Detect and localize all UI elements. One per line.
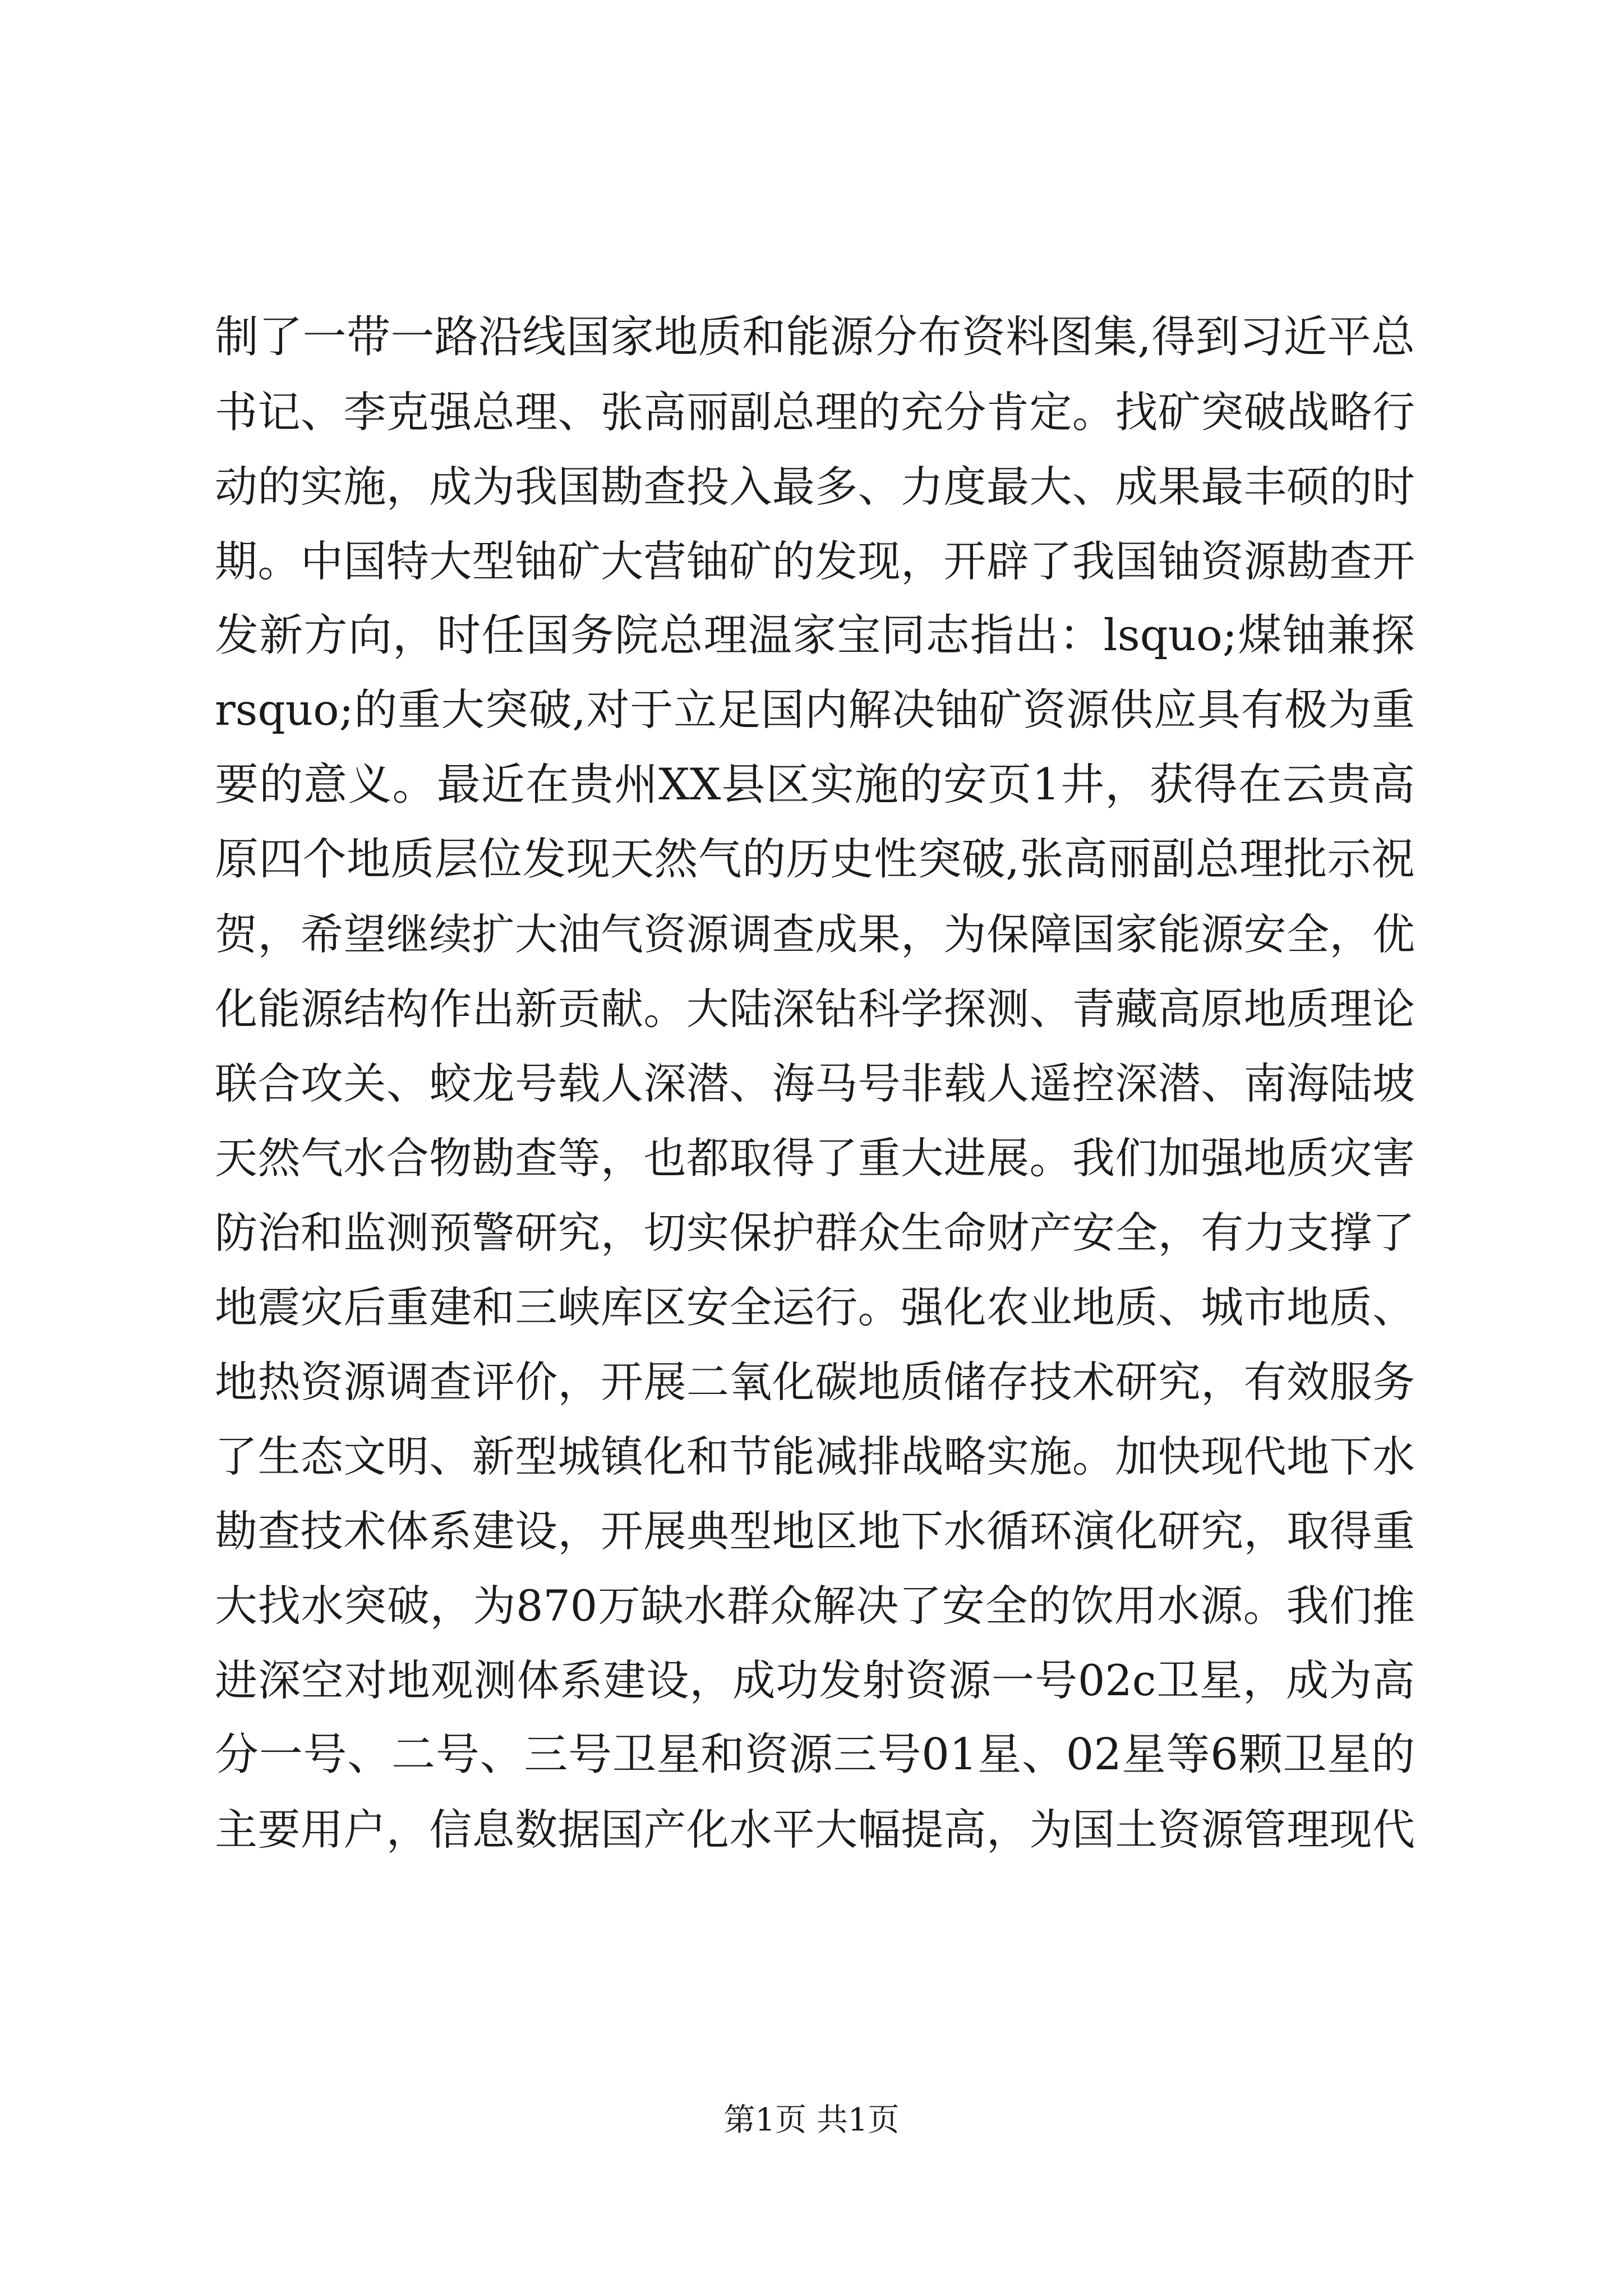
- text-line: rsquo;的重大突破,对于立足国内解决铀矿资源供应具有极为重: [215, 685, 1415, 735]
- text-line: 了生态文明、新型城镇化和节能减排战略实施。加快现代地下水: [215, 1432, 1415, 1481]
- page-number-label: 第1页 共1页: [723, 2102, 900, 2138]
- text-line: 分一号、二号、三号卫星和资源三号01星、02星等6颗卫星的: [215, 1729, 1415, 1780]
- text-line: 大找水突破，为870万缺水群众解决了安全的饮用水源。我们推: [215, 1581, 1415, 1631]
- text-line: 联合攻关、蛟龙号载人深潜、海马号非载人遥控深潜、南海陆坡: [215, 1059, 1415, 1108]
- text-line: 地热资源调查评价，开展二氧化碳地质储存技术研究，有效服务: [215, 1357, 1415, 1407]
- text-line: 贺，希望继续扩大油气资源调查成果，为保障国家能源安全，优: [215, 909, 1415, 959]
- text-line: 期。中国特大型铀矿大营铀矿的发现，开辟了我国铀资源勘查开: [215, 536, 1415, 586]
- text-line: 书记、李克强总理、张高丽副总理的充分肯定。找矿突破战略行: [215, 387, 1415, 437]
- text-line: 动的实施，成为我国勘查投入最多、力度最大、成果最丰硕的时: [215, 462, 1415, 512]
- text-line: 进深空对地观测体系建设，成功发射资源一号02c卫星，成为高: [215, 1655, 1415, 1705]
- text-line: 要的意义。最近在贵州XX县区实施的安页1井，获得在云贵高: [215, 760, 1415, 810]
- text-line: 主要用户，信息数据国产化水平大幅提高，为国土资源管理现代: [215, 1805, 1415, 1855]
- text-line: 原四个地质层位发现天然气的历史性突破,张高丽副总理批示祝: [215, 834, 1415, 885]
- page-footer: [0, 2101, 1623, 2140]
- text-line: 防治和监测预警研究，切实保护群众生命财产安全，有力支撑了: [215, 1208, 1415, 1258]
- text-line: 地震灾后重建和三峡库区安全运行。强化农业地质、城市地质、: [215, 1282, 1415, 1332]
- text-line: 发新方向，时任国务院总理温家宝同志指出：lsquo;煤铀兼探: [215, 610, 1415, 661]
- body-paragraph: [215, 300, 1415, 1867]
- text-line: 天然气水合物勘查等，也都取得了重大进展。我们加强地质灾害: [215, 1133, 1415, 1183]
- text-line: 制了一带一路沿线国家地质和能源分布资料图集,得到习近平总: [215, 312, 1415, 362]
- text-line: 勘查技术体系建设，开展典型地区地下水循环演化研究，取得重: [215, 1506, 1415, 1556]
- text-line: 化能源结构作出新贡献。大陆深钻科学探测、青藏高原地质理论: [215, 984, 1415, 1034]
